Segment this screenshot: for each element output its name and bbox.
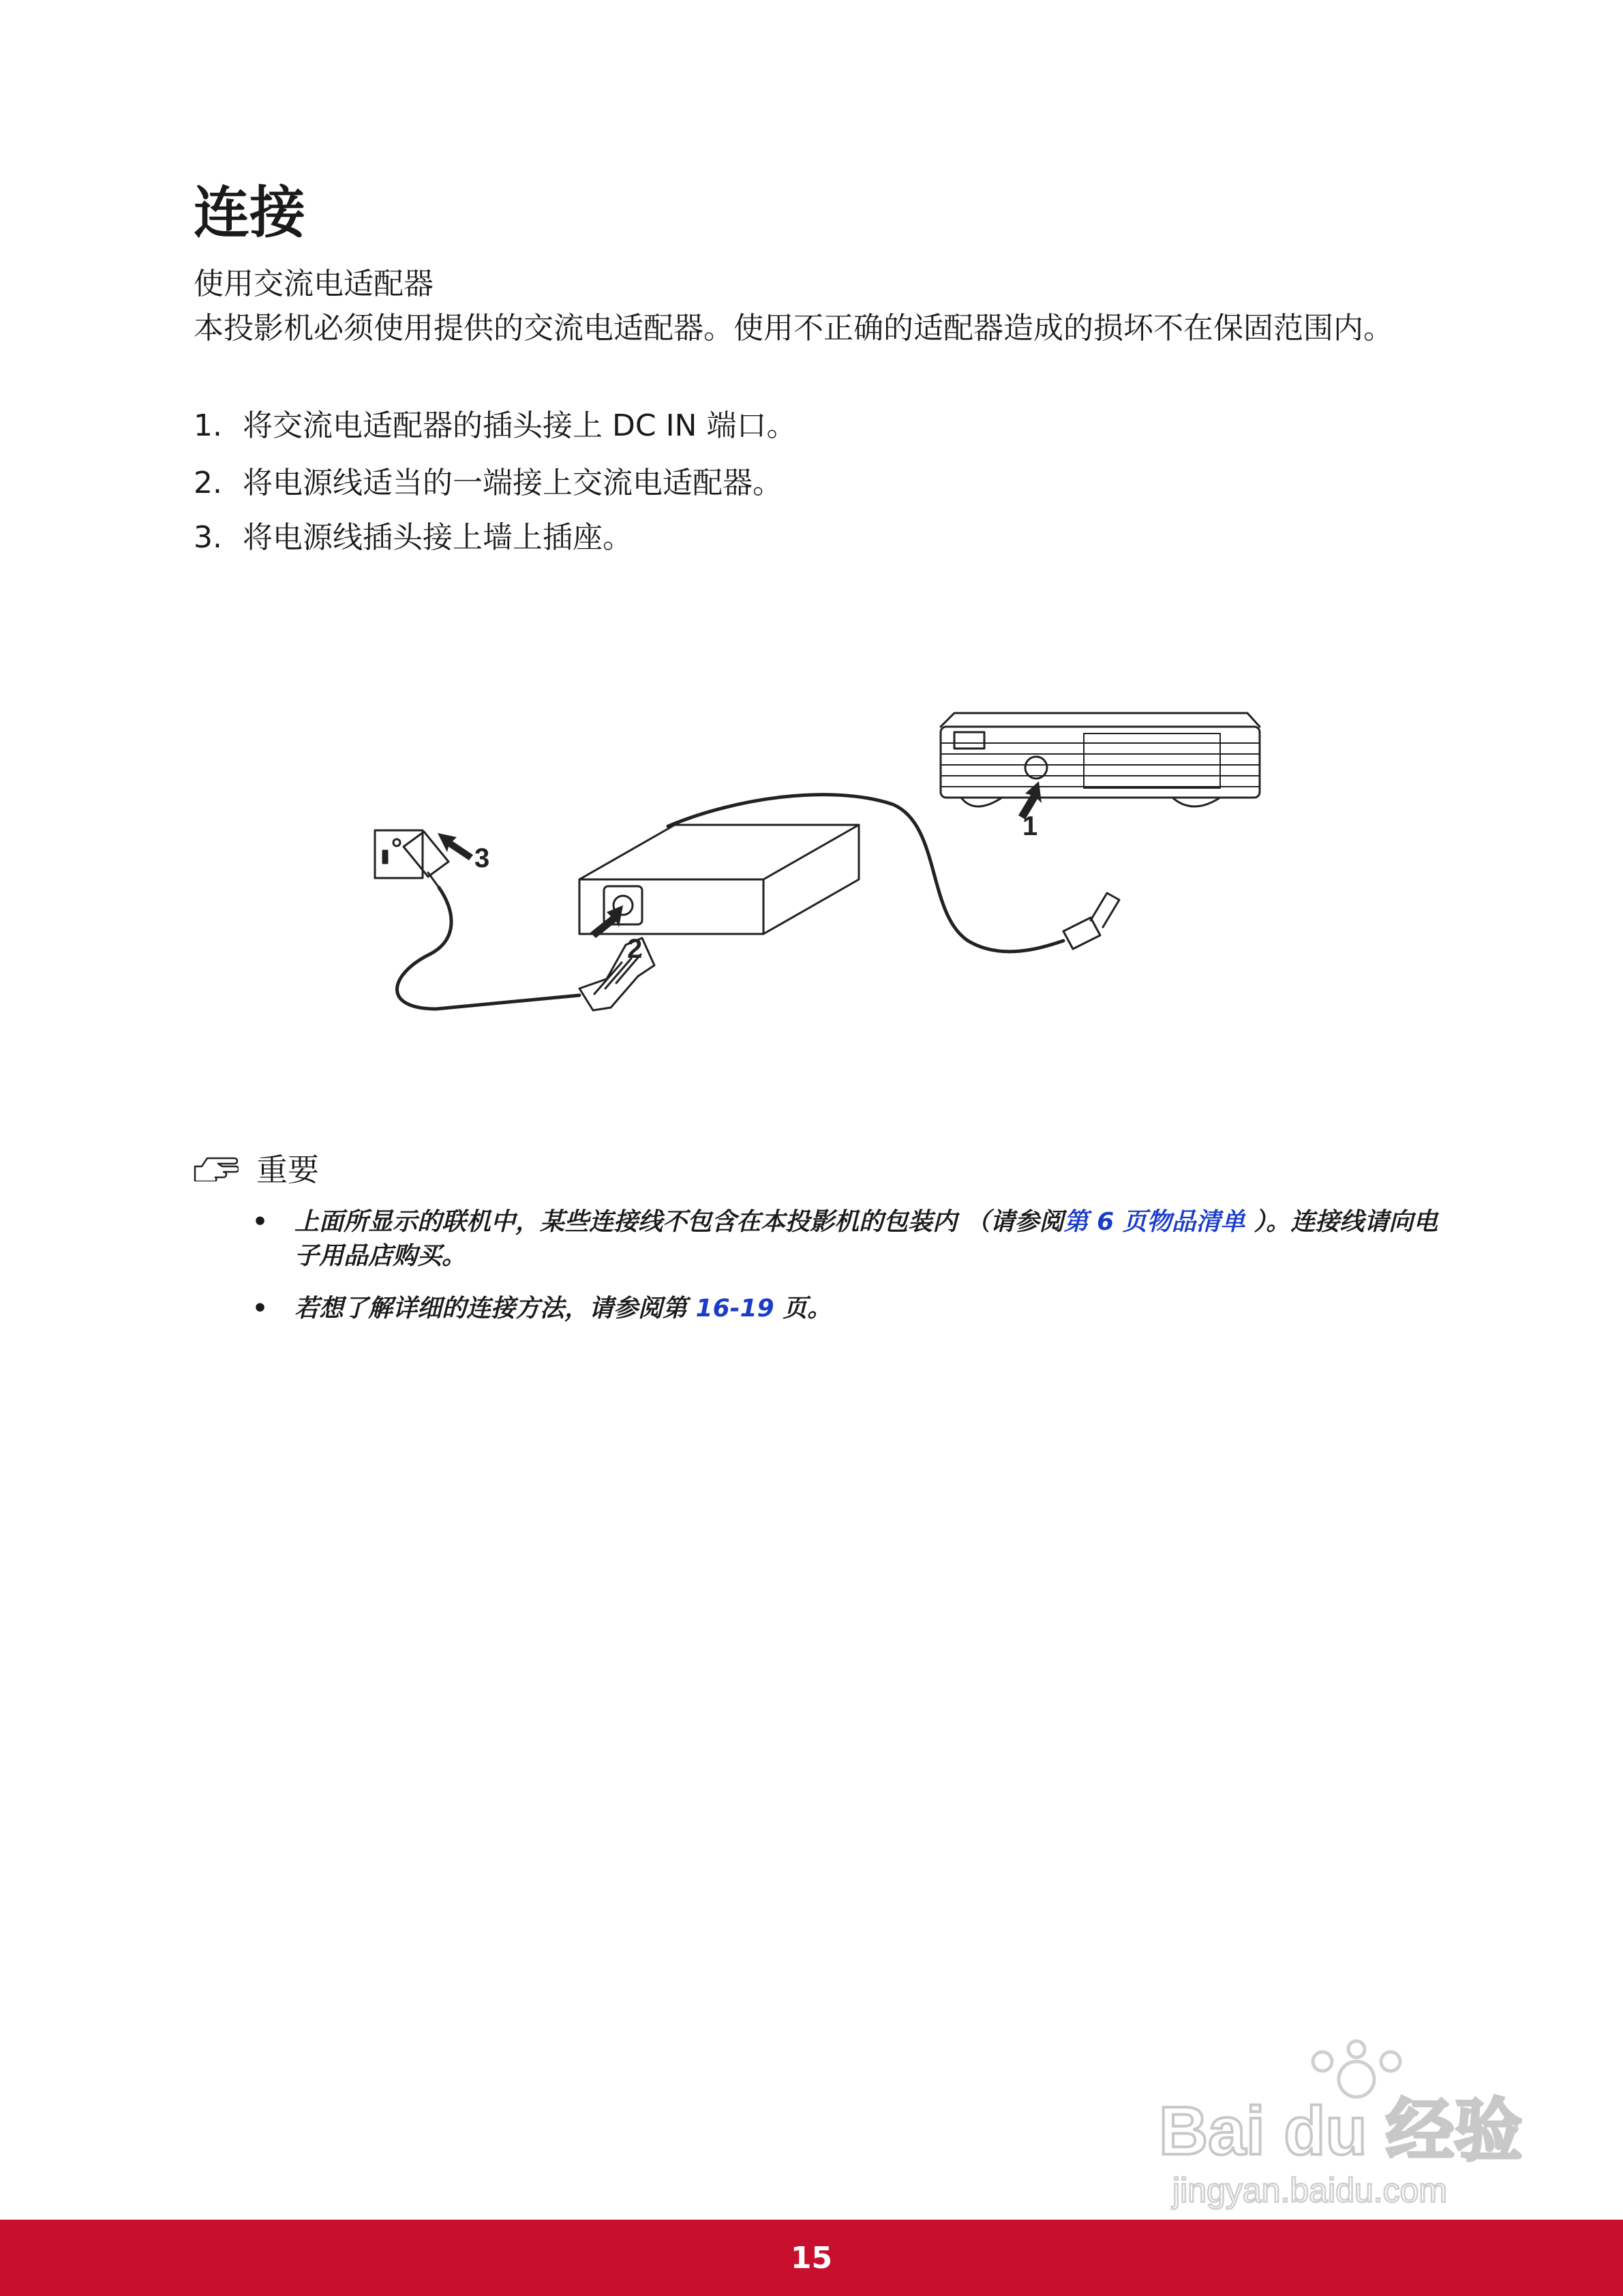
step-number: 1. bbox=[194, 408, 222, 443]
iec-connector-icon bbox=[579, 938, 654, 1010]
pointing-hand-icon bbox=[194, 1154, 239, 1181]
step-2 bbox=[194, 458, 783, 502]
watermark-url: jingyan.baidu.com bbox=[1172, 2171, 1448, 2209]
step-3 bbox=[194, 513, 633, 556]
step-number: 2. bbox=[194, 466, 222, 500]
page-link[interactable]: 第 6 页物品清单 bbox=[1063, 1208, 1245, 1236]
intro-paragraph: 本投影机必须使用提供的交流电适配器。使用不正确的适配器造成的损坏不在保固范围内。 bbox=[194, 311, 1393, 346]
page-title: 连接 bbox=[194, 181, 306, 245]
bullet-text: ）。连接线请向电子用品店购买。 bbox=[294, 1208, 1438, 1270]
bullet-text: 页。 bbox=[774, 1295, 832, 1323]
step-text: 将电源线插头接上墙上插座。 bbox=[243, 520, 633, 555]
bullet-text: 若想了解详细的连接方法，请参阅第 bbox=[294, 1295, 696, 1323]
dc-plug-icon bbox=[1063, 893, 1119, 949]
baidu-watermark bbox=[1152, 2038, 1534, 2216]
dc-cable bbox=[668, 795, 1063, 952]
projector-icon bbox=[941, 713, 1260, 806]
ac-adapter-icon bbox=[579, 825, 859, 934]
bullet-dot: • bbox=[252, 1295, 269, 1323]
connection-diagram bbox=[354, 689, 1268, 1016]
note-bullet-1 bbox=[252, 1205, 1440, 1273]
label-2: 2 bbox=[627, 934, 643, 964]
note-title: 重要 bbox=[256, 1151, 319, 1188]
note-heading bbox=[194, 1145, 319, 1190]
power-cord bbox=[397, 888, 580, 1009]
section-subtitle: 使用交流电适配器 bbox=[194, 267, 434, 301]
step-number: 3. bbox=[194, 520, 222, 555]
label-3: 3 bbox=[474, 843, 490, 873]
bullet-text: 上面所显示的联机中，某些连接线不包含在本投影机的包装内 （请参阅 bbox=[294, 1208, 1064, 1236]
watermark-brand: Bai du 经验 bbox=[1159, 2093, 1523, 2169]
note-bullet-2 bbox=[252, 1292, 1440, 1326]
step-text: 将电源线适当的一端接上交流电适配器。 bbox=[243, 466, 783, 500]
bullet-dot: • bbox=[252, 1208, 269, 1236]
page-number: 15 bbox=[790, 2240, 833, 2276]
step-1 bbox=[194, 401, 796, 444]
label-1: 1 bbox=[1022, 811, 1038, 841]
step-text: 将交流电适配器的插头接上 DC IN 端口。 bbox=[243, 408, 797, 443]
page-link[interactable]: 16-19 bbox=[695, 1295, 774, 1323]
page-footer bbox=[0, 2220, 1623, 2296]
